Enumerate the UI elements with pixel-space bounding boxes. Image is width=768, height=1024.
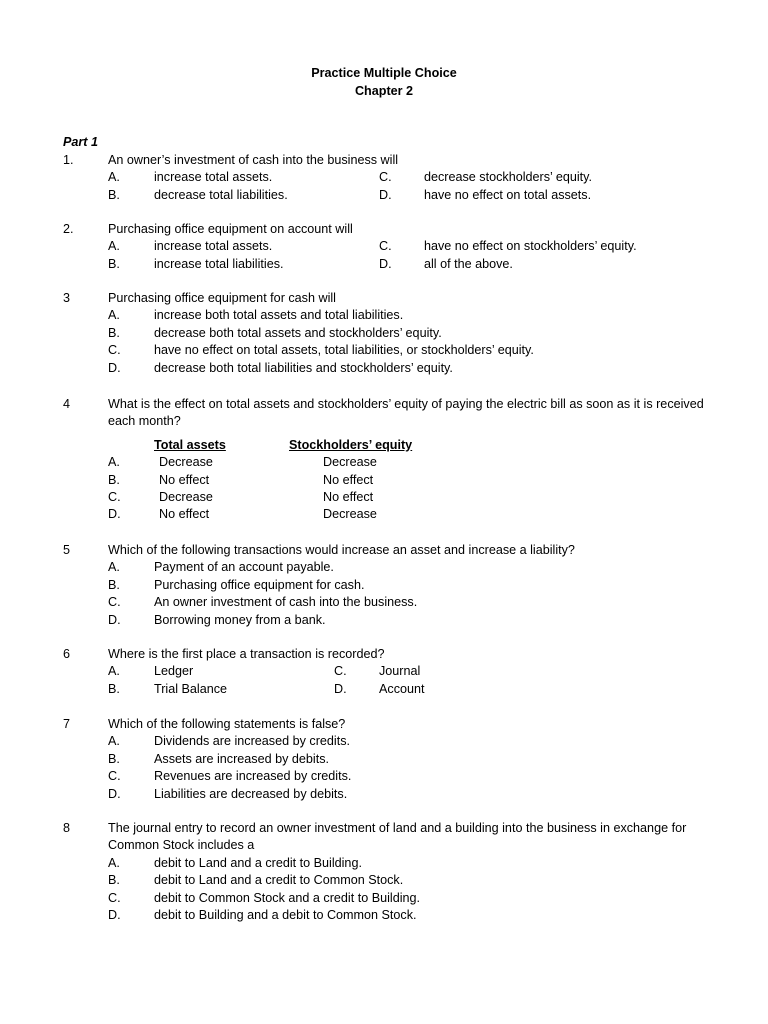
option-text: debit to Land and a credit to Common Stock. xyxy=(154,873,404,888)
option-letter: D. xyxy=(108,786,121,801)
option-row xyxy=(63,342,703,359)
option-text: Payment of an account payable. xyxy=(154,560,334,575)
option-row xyxy=(63,890,703,907)
option-letter: B. xyxy=(108,187,120,202)
part-heading: Part 1 xyxy=(63,135,99,149)
column-header-total-assets: Total assets xyxy=(154,437,226,452)
option-text: decrease both total assets and stockholders’ equity. xyxy=(154,325,442,340)
option-text: debit to Building and a debit to Common Stock. xyxy=(154,907,417,922)
question-stem: The journal entry to record an owner investment of land and a building into the business in exchange for Common Stock includes a xyxy=(108,821,687,853)
option-letter: C. xyxy=(108,343,121,358)
page-subtitle: Chapter 2 xyxy=(354,84,414,98)
question-2 xyxy=(63,221,703,273)
option-row xyxy=(63,751,703,768)
option-letter: C. xyxy=(379,170,392,185)
option-letter: D. xyxy=(379,187,392,202)
option-letter: C. xyxy=(108,769,121,784)
option-text: increase total assets. xyxy=(154,170,273,185)
question-stem: An owner’s investment of cash into the business will xyxy=(108,153,399,167)
option-letter: A. xyxy=(108,170,120,185)
option-letter: A. xyxy=(108,239,120,254)
option-text: increase total liabilities. xyxy=(154,256,284,271)
question-3 xyxy=(63,290,703,377)
stockholders-equity-cell: Decrease xyxy=(323,455,377,470)
option-row xyxy=(63,169,703,186)
option-row xyxy=(63,187,703,204)
option-row xyxy=(63,238,703,255)
option-row xyxy=(63,612,703,629)
option-letter: A. xyxy=(108,308,120,323)
option-text: Revenues are increased by credits. xyxy=(154,769,352,784)
question-8 xyxy=(63,820,703,924)
option-letter: D. xyxy=(108,907,121,922)
option-text: debit to Common Stock and a credit to Building. xyxy=(154,890,421,905)
question-number: 6 xyxy=(63,647,71,661)
question-stem: Which of the following transactions would increase an asset and increase a liability? xyxy=(108,543,575,557)
option-letter: A. xyxy=(108,734,120,749)
question-number: 5 xyxy=(63,543,71,557)
option-text: all of the above. xyxy=(424,256,513,271)
option-text: have no effect on stockholders’ equity. xyxy=(424,239,637,254)
table-row xyxy=(63,472,703,489)
question-number: 8 xyxy=(63,821,71,835)
table-header-row xyxy=(63,437,703,454)
option-text: decrease stockholders’ equity. xyxy=(424,170,593,185)
total-assets-cell: Decrease xyxy=(159,489,213,504)
option-text: Liabilities are decreased by debits. xyxy=(154,786,348,801)
option-row xyxy=(63,256,703,273)
option-row xyxy=(63,325,703,342)
column-header-stockholders-equity: Stockholders’ equity xyxy=(289,437,413,452)
option-letter: D. xyxy=(334,681,347,696)
question-stem: Where is the first place a transaction is recorded? xyxy=(108,647,385,661)
option-text: have no effect on total assets, total liabilities, or stockholders’ equity. xyxy=(154,343,534,358)
option-text: decrease total liabilities. xyxy=(154,187,288,202)
option-text: Assets are increased by debits. xyxy=(154,751,330,766)
total-assets-cell: Decrease xyxy=(159,455,213,470)
question-6 xyxy=(63,646,703,698)
question-4 xyxy=(63,396,703,524)
option-text: Account xyxy=(379,681,425,696)
question-5 xyxy=(63,542,703,629)
question-number: 7 xyxy=(63,717,71,731)
question-7 xyxy=(63,716,703,803)
option-text: Ledger xyxy=(154,664,194,679)
question-number: 3 xyxy=(63,291,71,305)
option-text: increase total assets. xyxy=(154,239,273,254)
option-letter: A. xyxy=(108,455,120,470)
option-letter: B. xyxy=(108,577,120,592)
option-letter: A. xyxy=(108,664,120,679)
option-letter: C. xyxy=(334,664,347,679)
table-row xyxy=(63,454,703,471)
option-row xyxy=(63,733,703,750)
option-text: have no effect on total assets. xyxy=(424,187,592,202)
stockholders-equity-cell: No effect xyxy=(323,472,374,487)
option-row xyxy=(63,307,703,324)
question-1 xyxy=(63,152,703,204)
question-stem: Purchasing office equipment for cash will xyxy=(108,291,336,305)
option-letter: B. xyxy=(108,681,120,696)
option-letter: D. xyxy=(108,612,121,627)
option-row xyxy=(63,663,703,680)
option-text: increase both total assets and total liabilities. xyxy=(154,308,404,323)
option-row xyxy=(63,907,703,924)
option-row xyxy=(63,577,703,594)
option-row xyxy=(63,594,703,611)
option-letter: B. xyxy=(108,873,120,888)
option-row xyxy=(63,360,703,377)
option-text: decrease both total liabilities and stockholders’ equity. xyxy=(154,360,453,375)
question-number: 4 xyxy=(63,397,71,411)
question-stem: Purchasing office equipment on account will xyxy=(108,222,353,236)
option-letter: B. xyxy=(108,751,120,766)
option-text: An owner investment of cash into the business. xyxy=(154,595,418,610)
option-letter: B. xyxy=(108,325,120,340)
question-number: 1. xyxy=(63,153,74,167)
option-letter: C. xyxy=(108,489,121,504)
stockholders-equity-cell: Decrease xyxy=(323,507,377,522)
option-letter: C. xyxy=(379,239,392,254)
total-assets-cell: No effect xyxy=(159,472,210,487)
page-title: Practice Multiple Choice xyxy=(311,66,457,80)
question-number: 2. xyxy=(63,222,74,236)
total-assets-cell: No effect xyxy=(159,507,210,522)
option-row xyxy=(63,768,703,785)
table-row xyxy=(63,506,703,523)
option-letter: B. xyxy=(108,472,120,487)
option-letter: D. xyxy=(108,360,121,375)
option-text: debit to Land and a credit to Building. xyxy=(154,855,362,870)
option-letter: D. xyxy=(108,507,121,522)
option-text: Borrowing money from a bank. xyxy=(154,612,326,627)
option-row xyxy=(63,855,703,872)
question-stem: What is the effect on total assets and stockholders’ equity of paying the electric bill as soon as it is received each month? xyxy=(108,397,704,429)
option-row xyxy=(63,681,703,698)
question-stem: Which of the following statements is false? xyxy=(108,717,346,731)
option-letter: C. xyxy=(108,890,121,905)
table-row xyxy=(63,489,703,506)
option-letter: C. xyxy=(108,595,121,610)
option-text: Purchasing office equipment for cash. xyxy=(154,577,365,592)
option-letter: A. xyxy=(108,855,120,870)
option-text: Trial Balance xyxy=(154,681,228,696)
option-text: Journal xyxy=(379,664,421,679)
option-row xyxy=(63,559,703,576)
option-letter: D. xyxy=(379,256,392,271)
option-letter: A. xyxy=(108,560,120,575)
option-row xyxy=(63,786,703,803)
stockholders-equity-cell: No effect xyxy=(323,489,374,504)
option-row xyxy=(63,872,703,889)
option-letter: B. xyxy=(108,256,120,271)
option-text: Dividends are increased by credits. xyxy=(154,734,350,749)
